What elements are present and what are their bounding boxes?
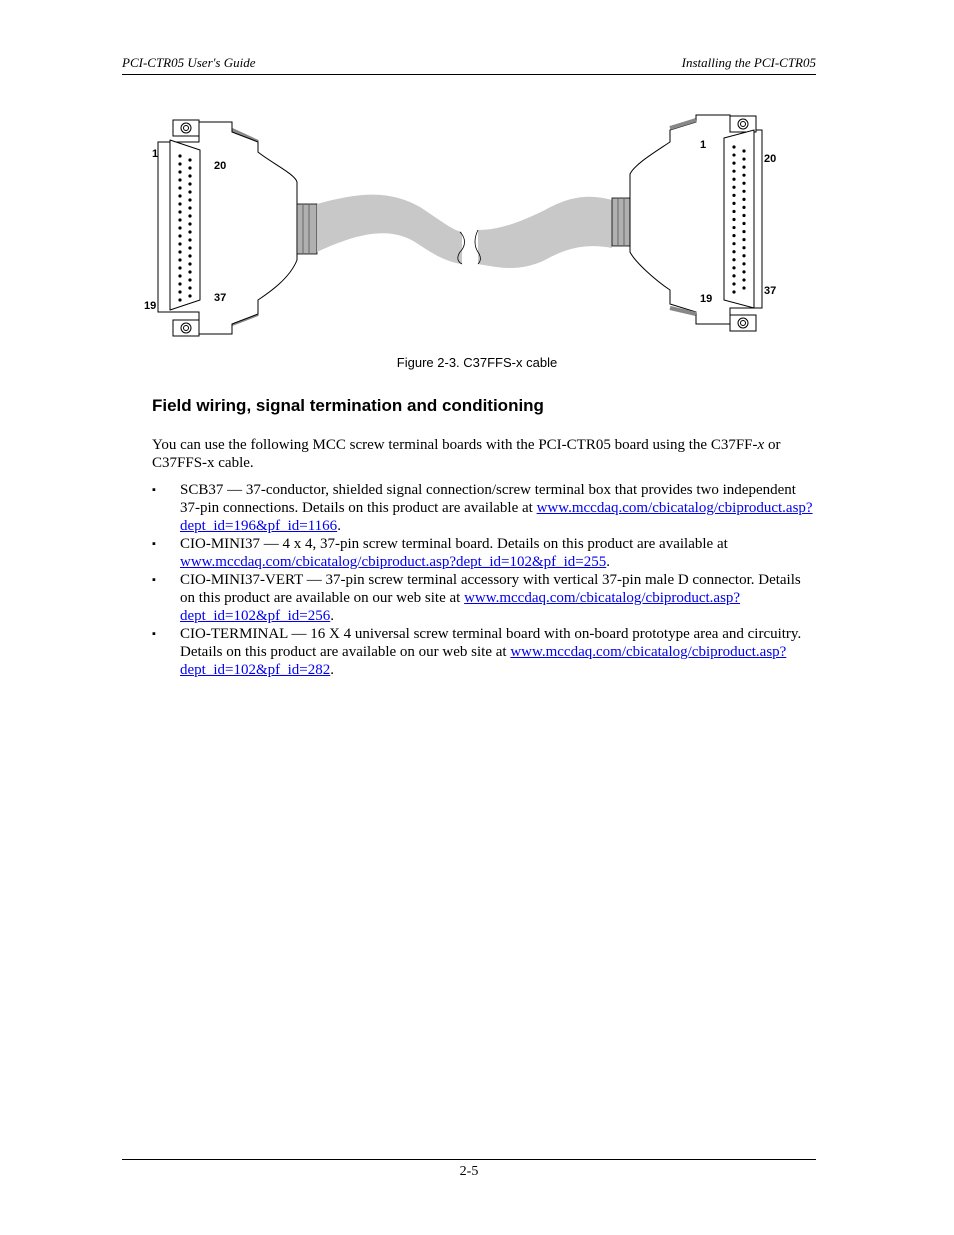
section-title: Field wiring, signal termination and conditioning [152, 396, 544, 415]
page-header [122, 55, 816, 75]
terminal-board-list [152, 481, 816, 679]
connector-pin [742, 174, 745, 177]
connector-pin [178, 194, 181, 197]
product-link-cio-terminal[interactable]: www.mccdaq.com/cbicatalog/cbiproduct.asp?dept_id=102&pf_id=282 [180, 644, 787, 678]
connector-pin [188, 254, 191, 257]
bullet-icon: ▪ [152, 628, 156, 640]
connector-pin [742, 254, 745, 257]
item-suffix: . [330, 662, 334, 678]
connector-pin [742, 182, 745, 185]
connector-pin [732, 194, 735, 197]
connector-pin [742, 206, 745, 209]
connector-pin [188, 294, 191, 297]
right-pin-1-label: 1 [700, 139, 707, 151]
cable-diagram [140, 112, 800, 340]
connector-pin [188, 238, 191, 241]
connector-pin [732, 145, 735, 148]
connector-pin [732, 242, 735, 245]
connector-pin [742, 230, 745, 233]
intro-paragraph [152, 436, 816, 472]
right-connector [612, 115, 776, 331]
list-item [152, 625, 816, 679]
item-suffix: . [606, 554, 610, 570]
intro-text-end: or C37FFS-x cable. [152, 437, 781, 471]
list-item [152, 535, 816, 571]
left-pin-19-label: 19 [144, 300, 157, 312]
connector-pin [732, 210, 735, 213]
left-pin-20-label: 20 [214, 160, 227, 172]
connector-pin [188, 270, 191, 273]
connector-pin [732, 226, 735, 229]
item-text: CIO-MINI37 — 4 x 4, 37-pin screw terminal board. Details on this product are available at [180, 536, 728, 552]
connector-pin [178, 290, 181, 293]
connector-pin [188, 158, 191, 161]
product-link-cio-mini37[interactable]: www.mccdaq.com/cbicatalog/cbiproduct.asp?dept_id=102&pf_id=255 [180, 554, 607, 570]
connector-pin [188, 286, 191, 289]
bullet-icon: ▪ [152, 484, 156, 496]
connector-pin [188, 182, 191, 185]
connector-pin [732, 202, 735, 205]
connector-pin [742, 270, 745, 273]
connector-pin [742, 214, 745, 217]
connector-pin [188, 174, 191, 177]
connector-pin [732, 282, 735, 285]
connector-pin [188, 214, 191, 217]
right-pin-37-label: 37 [764, 285, 777, 297]
connector-pin [178, 218, 181, 221]
connector-pin [742, 246, 745, 249]
connector-pin [178, 282, 181, 285]
figure-caption: Figure 2-3. C37FFS-x cable [396, 355, 558, 370]
connector-pin [742, 149, 745, 152]
connector-pin [178, 242, 181, 245]
connector-pin [732, 218, 735, 221]
connector-pin [178, 154, 181, 157]
product-link-scb37[interactable]: www.mccdaq.com/cbicatalog/cbiproduct.asp?dept_id=196&pf_id=1166 [180, 500, 813, 534]
header-chapter-title: Installing the PCI-CTR05 [681, 55, 816, 70]
item-text: CIO-MINI37-VERT — 37-pin screw terminal accessory with vertical 37-pin male D connector. Details on this product are available on our web site at [180, 572, 801, 606]
connector-pin [742, 198, 745, 201]
ribbon-cable [317, 195, 612, 268]
list-item [152, 571, 816, 625]
intro-italic-x: x [757, 437, 765, 453]
connector-pin [742, 262, 745, 265]
product-link-cio-mini37-vert[interactable]: www.mccdaq.com/cbicatalog/cbiproduct.asp?dept_id=102&pf_id=256 [180, 590, 741, 624]
connector-pin [178, 298, 181, 301]
connector-pin [732, 274, 735, 277]
left-pin-37-label: 37 [214, 292, 227, 304]
connector-pin [178, 170, 181, 173]
connector-pin [178, 250, 181, 253]
bullet-icon: ▪ [152, 538, 156, 550]
connector-pin [732, 234, 735, 237]
connector-pin [732, 178, 735, 181]
connector-pin [742, 286, 745, 289]
connector-pin [188, 230, 191, 233]
intro-text-start: You can use the following MCC screw terminal boards with the PCI-CTR05 board using the C37FF- [152, 437, 758, 453]
connector-pin [732, 170, 735, 173]
connector-pin [188, 166, 191, 169]
page-number: 2-5 [459, 1164, 479, 1179]
connector-pin [188, 222, 191, 225]
right-pin-20-label: 20 [764, 153, 777, 165]
connector-pin [732, 162, 735, 165]
connector-pin [188, 262, 191, 265]
connector-pin [742, 278, 745, 281]
connector-pin [188, 246, 191, 249]
connector-pin [178, 226, 181, 229]
connector-pin [178, 234, 181, 237]
connector-pin [742, 190, 745, 193]
connector-pin [178, 178, 181, 181]
connector-pin [732, 266, 735, 269]
header-doc-title: PCI-CTR05 User's Guide [122, 55, 256, 70]
right-pin-19-label: 19 [700, 293, 713, 305]
connector-pin [742, 238, 745, 241]
connector-pin [178, 186, 181, 189]
item-text: CIO-TERMINAL — 16 X 4 universal screw terminal board with on-board prototype area and circuitry. Details on this product are available on our web site at [180, 626, 802, 660]
page-footer [122, 1159, 816, 1180]
connector-pin [178, 274, 181, 277]
list-item [152, 481, 816, 535]
connector-pin [732, 250, 735, 253]
connector-pin [178, 202, 181, 205]
connector-pin [742, 166, 745, 169]
item-suffix: . [330, 608, 334, 624]
item-text: SCB37 — 37-conductor, shielded signal connection/screw terminal box that provides two independent 37-pin connections. Details on this product are available at [180, 482, 796, 516]
connector-pin [178, 258, 181, 261]
left-pin-1-label: 1 [152, 148, 159, 160]
connector-pin [732, 153, 735, 156]
connector-pin [732, 290, 735, 293]
connector-pin [178, 266, 181, 269]
bullet-icon: ▪ [152, 574, 156, 586]
connector-pin [188, 278, 191, 281]
connector-pin [188, 198, 191, 201]
connector-pin [742, 222, 745, 225]
left-connector [144, 120, 317, 336]
connector-pin [732, 186, 735, 189]
connector-pin [188, 206, 191, 209]
connector-pin [188, 190, 191, 193]
connector-pin [178, 210, 181, 213]
connector-pin [742, 157, 745, 160]
connector-pin [732, 258, 735, 261]
connector-pin [178, 162, 181, 165]
item-suffix: . [337, 518, 341, 534]
